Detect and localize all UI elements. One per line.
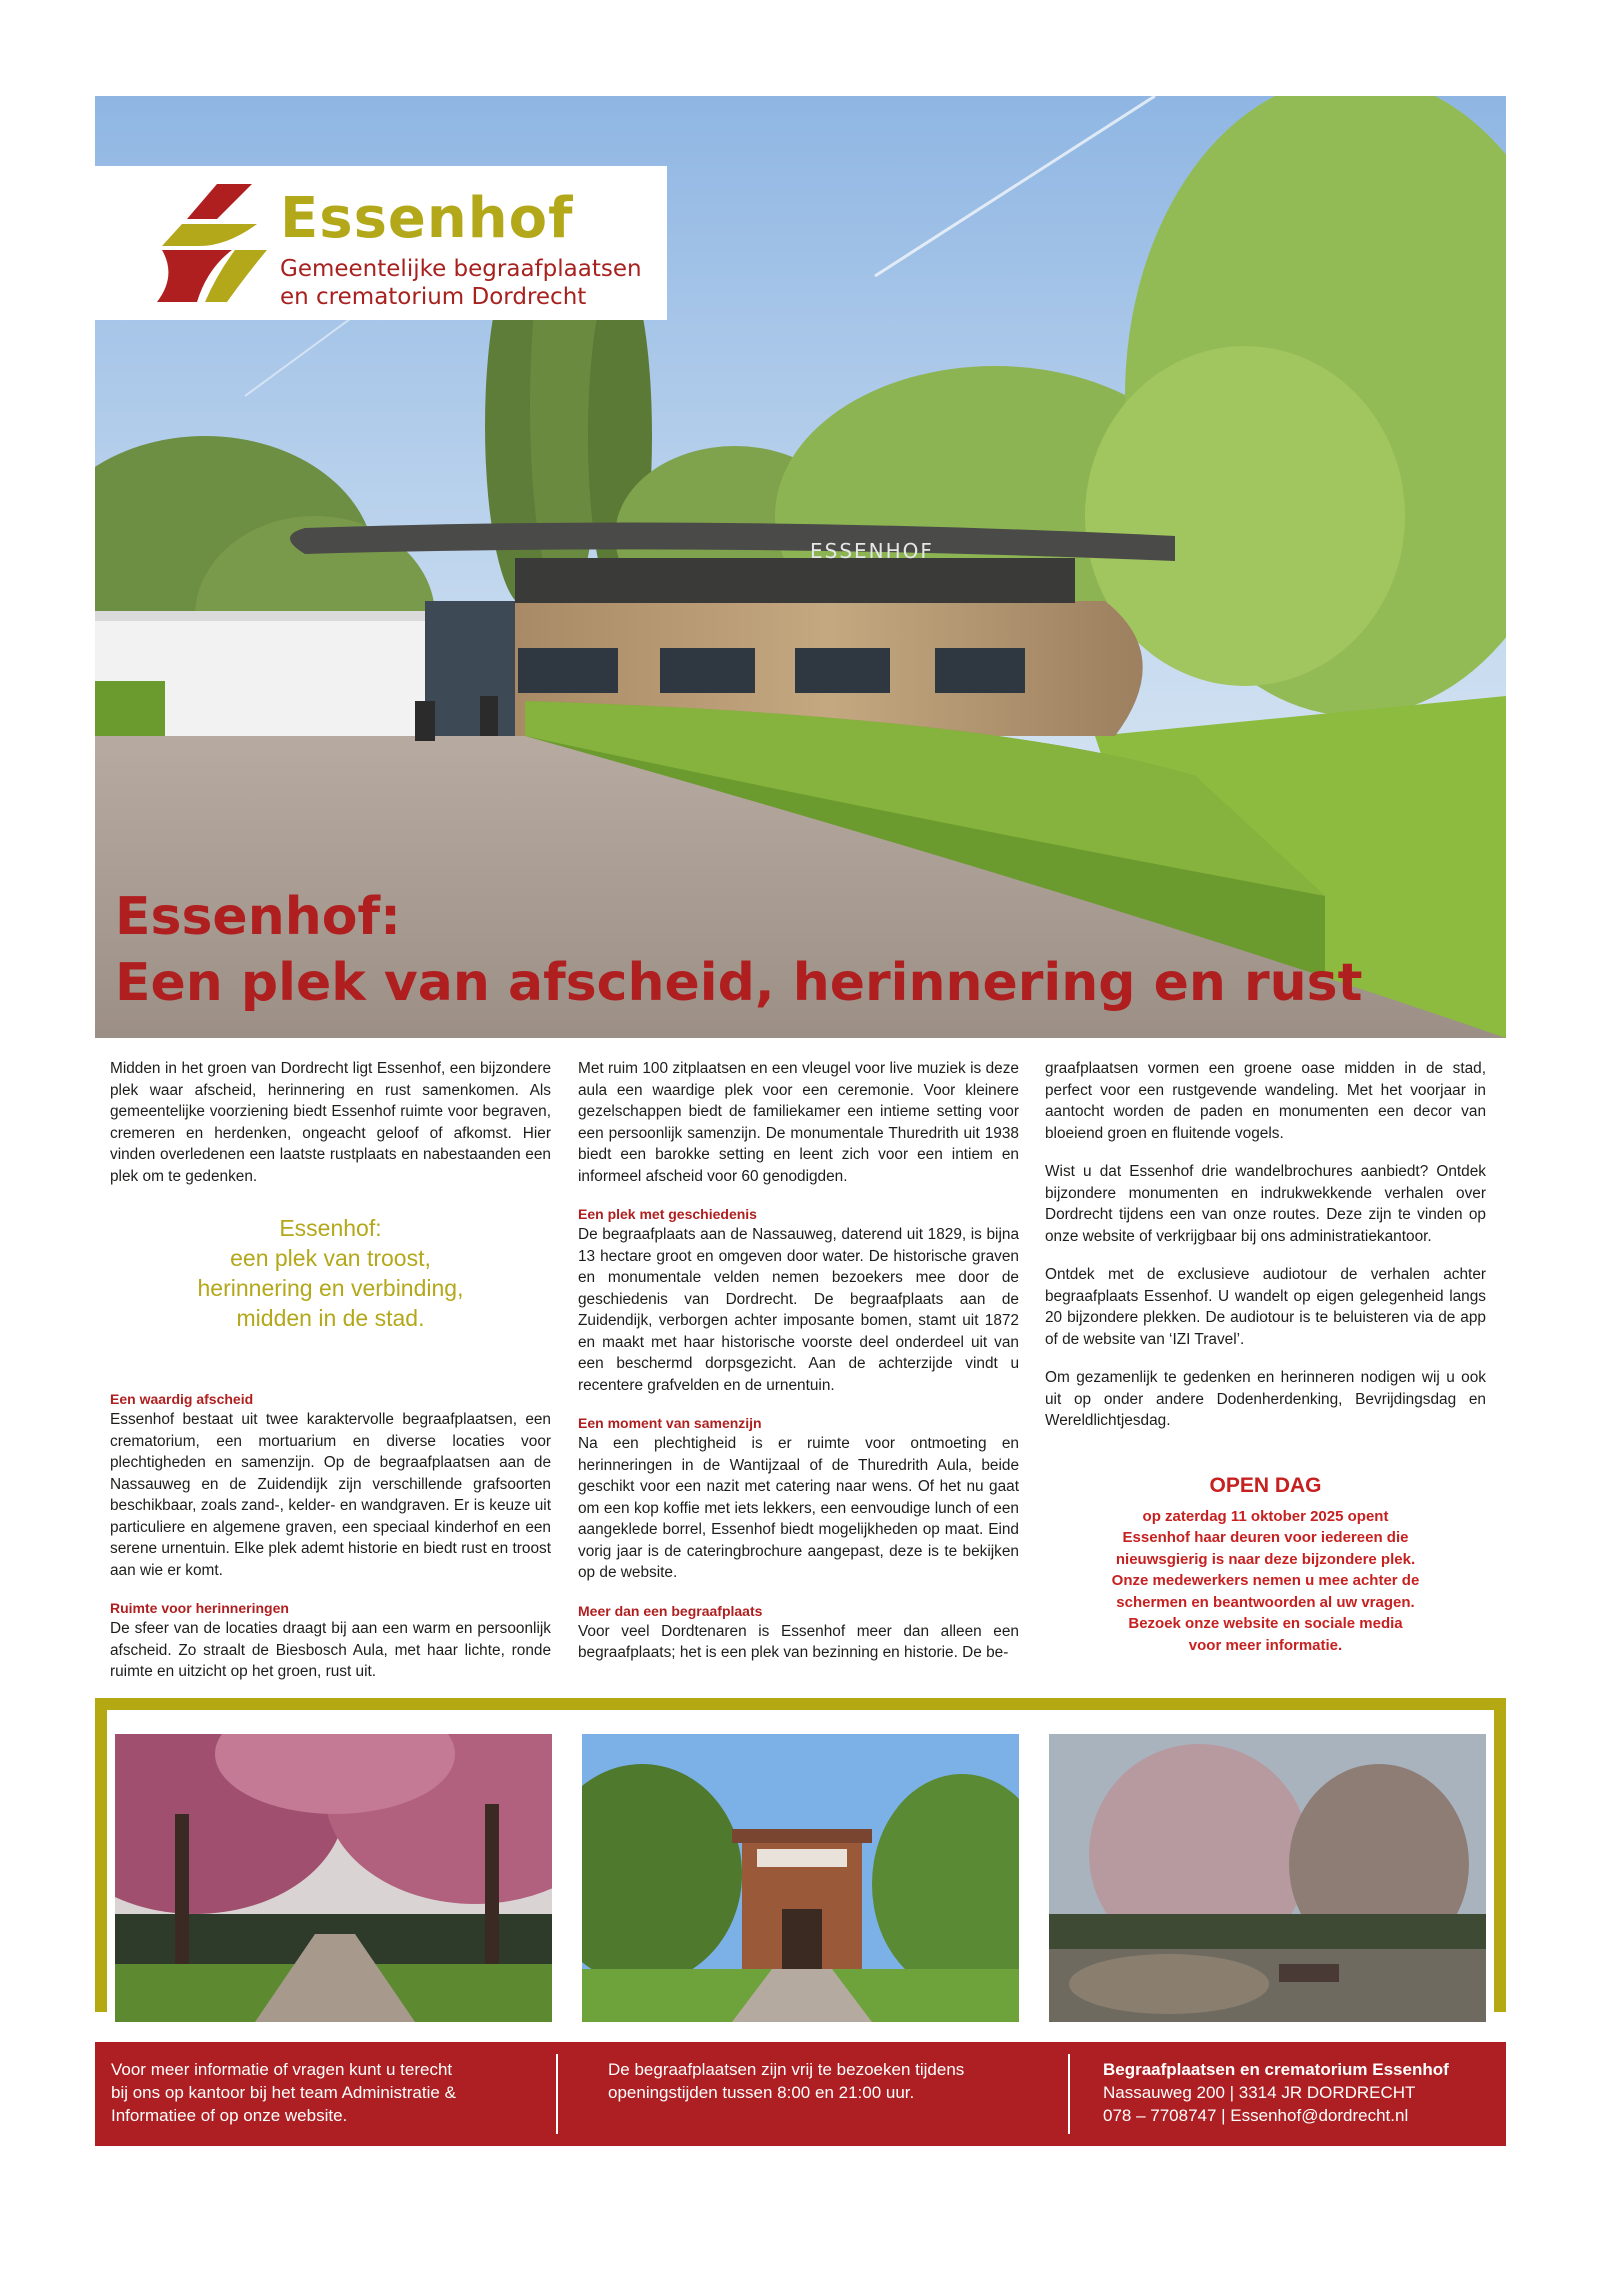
intro-paragraph: Midden in het groen van Dordrecht ligt Essenhof, een bijzondere plek waar afscheid, herinnering en rust samenkomen. Als gemeentelijke voorziening biedt Essenhof ruimte voor begraven, cremeren en herdenken, ongeacht geloof of afkomst. Hier vinden overledenen een laatste rustplaats en nabestaanden een plek om te gedenken. (110, 1060, 551, 1185)
page-title-line2: Een plek van afscheid, herinnering en rust (115, 953, 1363, 1013)
section-paragraph: Voor veel Dordtenaren is Essenhof meer dan alleen een begraafplaats; het is een plek van bezinning en historie. De be- (578, 1622, 1019, 1661)
section-paragraph: Na een plechtigheid is er ruimte voor ontmoeting en herinneringen in de Wantijzaal of de Thuredrith Aula, beide geschikt voor een nazit met catering naar wens. Of het nu gaat om een kop koffie met iets lekkers, een eenvoudige lunch of een aangeklede borrel, Essenhof biedt mogelijkheden op maat. Eind vorig jaar is de cateringbrochure aangepast, deze is te bekijken op de website. (578, 1435, 1019, 1581)
footer-line: De begraafplaatsen zijn vrij te bezoeken tijdens (608, 2060, 965, 2079)
open-dag-text (1045, 1506, 1486, 1657)
pull-quote-line: een plek van troost, (230, 1245, 431, 1271)
pull-quote-line: midden in de stad. (236, 1305, 425, 1331)
section-heading: Een moment van samenzijn (578, 1415, 762, 1431)
section-heading: Een waardig afscheid (110, 1391, 254, 1407)
footer (95, 2042, 1506, 2146)
photo-chapel (582, 1734, 1019, 2022)
section-paragraph: Essenhof bestaat uit twee karaktervolle begraafplaatsen, een crematorium, een mortuarium en diverse locaties voor plechtigheden en samenzijn. Op de begraafplaatsen aan de Nassauweg en de Zuidendijk zijn verschillende grafsoorten beschikbaar, zoals zand-, kelder- en wandgraven. Er is keuze uit particuliere en algemene graven, een speciaal kinderhof en een serene urnentuin. Elke plek ademt historie en biedt rust en troost aan wie er komt. (110, 1411, 551, 1579)
footer-phone-email[interactable]: 078 – 7708747 | Essenhof@dordrecht.nl (1103, 2106, 1409, 2125)
section-heading: Meer dan een begraafplaats (578, 1602, 763, 1619)
open-dag-line: Onze medewerkers nemen u mee achter de (1111, 1572, 1420, 1589)
footer-divider (556, 2054, 558, 2134)
pull-quote-line: Essenhof: (279, 1215, 382, 1241)
intro-paragraph: Met ruim 100 zitplaatsen en een vleugel voor live muziek is deze aula een waardige plek voor een ceremonie. Voor kleinere gezelschappen biedt de familiekamer een intieme setting voor een persoonlijk samenzijn. De monumentale Thuredrith uit 1938 biedt een barokke setting en leent zich voor een intiem en informeel afscheid voor 60 genodigden. (578, 1060, 1019, 1185)
page-title-line1: Essenhof: (115, 887, 401, 947)
footer-address: Nassauweg 200 | 3314 JR DORDRECHT (1103, 2083, 1416, 2102)
footer-line: Informatiee of op onze website. (111, 2106, 348, 2125)
pull-quote-line: herinnering en verbinding, (197, 1275, 464, 1301)
essenhof-logo-icon (157, 184, 267, 302)
section-heading: Een plek met geschiedenis (578, 1206, 757, 1222)
section-heading: Ruimte voor herinneringen (110, 1600, 289, 1616)
open-dag-line: Bezoek onze website en sociale media (1128, 1615, 1403, 1632)
article-column-3 (1045, 1058, 1486, 1656)
logo-subtitle-line1: Gemeentelijke begraafplaatsen (280, 256, 642, 282)
section-paragraph: De begraafplaats aan de Nassauweg, daterend uit 1829, is bijna 13 hectare groot en omgeven door water. De historische graven en monumentale velden nemen bezoekers mee door de geschiedenis van Dordrecht. De begraafplaats aan de Zuidendijk, verborgen achter imposante bomen, stamt uit 1872 en maakt met haar historische voorste deel onderdeel uit van een beschermd dorpsgezicht. Aan de achterzijde vindt u recentere grafvelden en de urnentuin. (578, 1226, 1019, 1394)
open-dag-line: nieuwsgierig is naar deze bijzondere plek. (1115, 1550, 1416, 1568)
paragraph: Ontdek met de exclusieve audiotour de verhalen achter begraafplaats Essenhof. U wandelt op eigen gelegenheid langs 20 bijzondere plekken. De audiotour is te beluisteren via de app of de website van ‘IZI Travel’. (1045, 1266, 1486, 1348)
paragraph: graafplaatsen vormen een groene oase midden in de stad, perfect voor een rustgevende wandeling. Met het voorjaar in aantocht worden de paden en monumenten een decor van bloeiend groen en fluitende vogels. (1045, 1060, 1486, 1142)
article-column-2 (578, 1058, 1019, 1681)
article-column-1 (110, 1058, 551, 1700)
pull-quote (110, 1213, 551, 1333)
footer-organization: Begraafplaatsen en crematorium Essenhof (1103, 2060, 1449, 2079)
open-dag-box (1045, 1472, 1486, 1657)
open-dag-line: voor meer informatie. (1188, 1636, 1343, 1654)
paragraph: Om gezamenlijk te gedenken en herinneren nodigen wij u ook uit op onder andere Dodenherdenking, Bevrijdingsdag en Wereldlichtjesdag. (1045, 1369, 1486, 1429)
hero-section (95, 96, 1506, 1038)
photo-blossom-avenue (115, 1734, 552, 2022)
footer-line: openingstijden tussen 8:00 en 21:00 uur. (608, 2083, 915, 2102)
footer-contact (1103, 2058, 1503, 2127)
paragraph: Wist u dat Essenhof drie wandelbrochures aanbiedt? Ontdek bijzondere monumenten en indrukwekkende verhalen over Dordrecht tijdens een van onze routes. Deze zijn te vinden op onze website of verkrijgbaar bij ons administratiekantoor. (1045, 1163, 1486, 1245)
footer-line: bij ons op kantoor bij het team Administratie & (111, 2083, 456, 2102)
footer-line: Voor meer informatie of vragen kunt u terecht (111, 2060, 453, 2079)
logo-box (95, 166, 667, 320)
footer-info (111, 2058, 581, 2127)
section-paragraph: De sfeer van de locaties draagt bij aan een warm en persoonlijk afscheid. Zo straalt de Biesbosch Aula, met haar lichte, ronde ruimte en uitzicht op het groen, rust uit. (110, 1620, 551, 1680)
photo-cemetery-garden (1049, 1734, 1486, 2022)
open-dag-line: op zaterdag 11 oktober 2025 opent (1142, 1507, 1389, 1525)
footer-opening-hours (608, 2058, 1078, 2104)
logo-subtitle-line2: en crematorium Dordrecht (280, 284, 587, 310)
open-dag-line: Essenhof haar deuren voor iedereen die (1122, 1529, 1409, 1546)
footer-divider (1068, 2054, 1070, 2134)
building-sign: ESSENHOF (810, 539, 934, 563)
open-dag-line: schermen en beantwoorden al uw vragen. (1116, 1593, 1415, 1611)
logo-name: Essenhof (280, 186, 574, 251)
open-dag-title: OPEN DAG (1209, 1473, 1322, 1497)
page-title (115, 884, 1362, 1016)
